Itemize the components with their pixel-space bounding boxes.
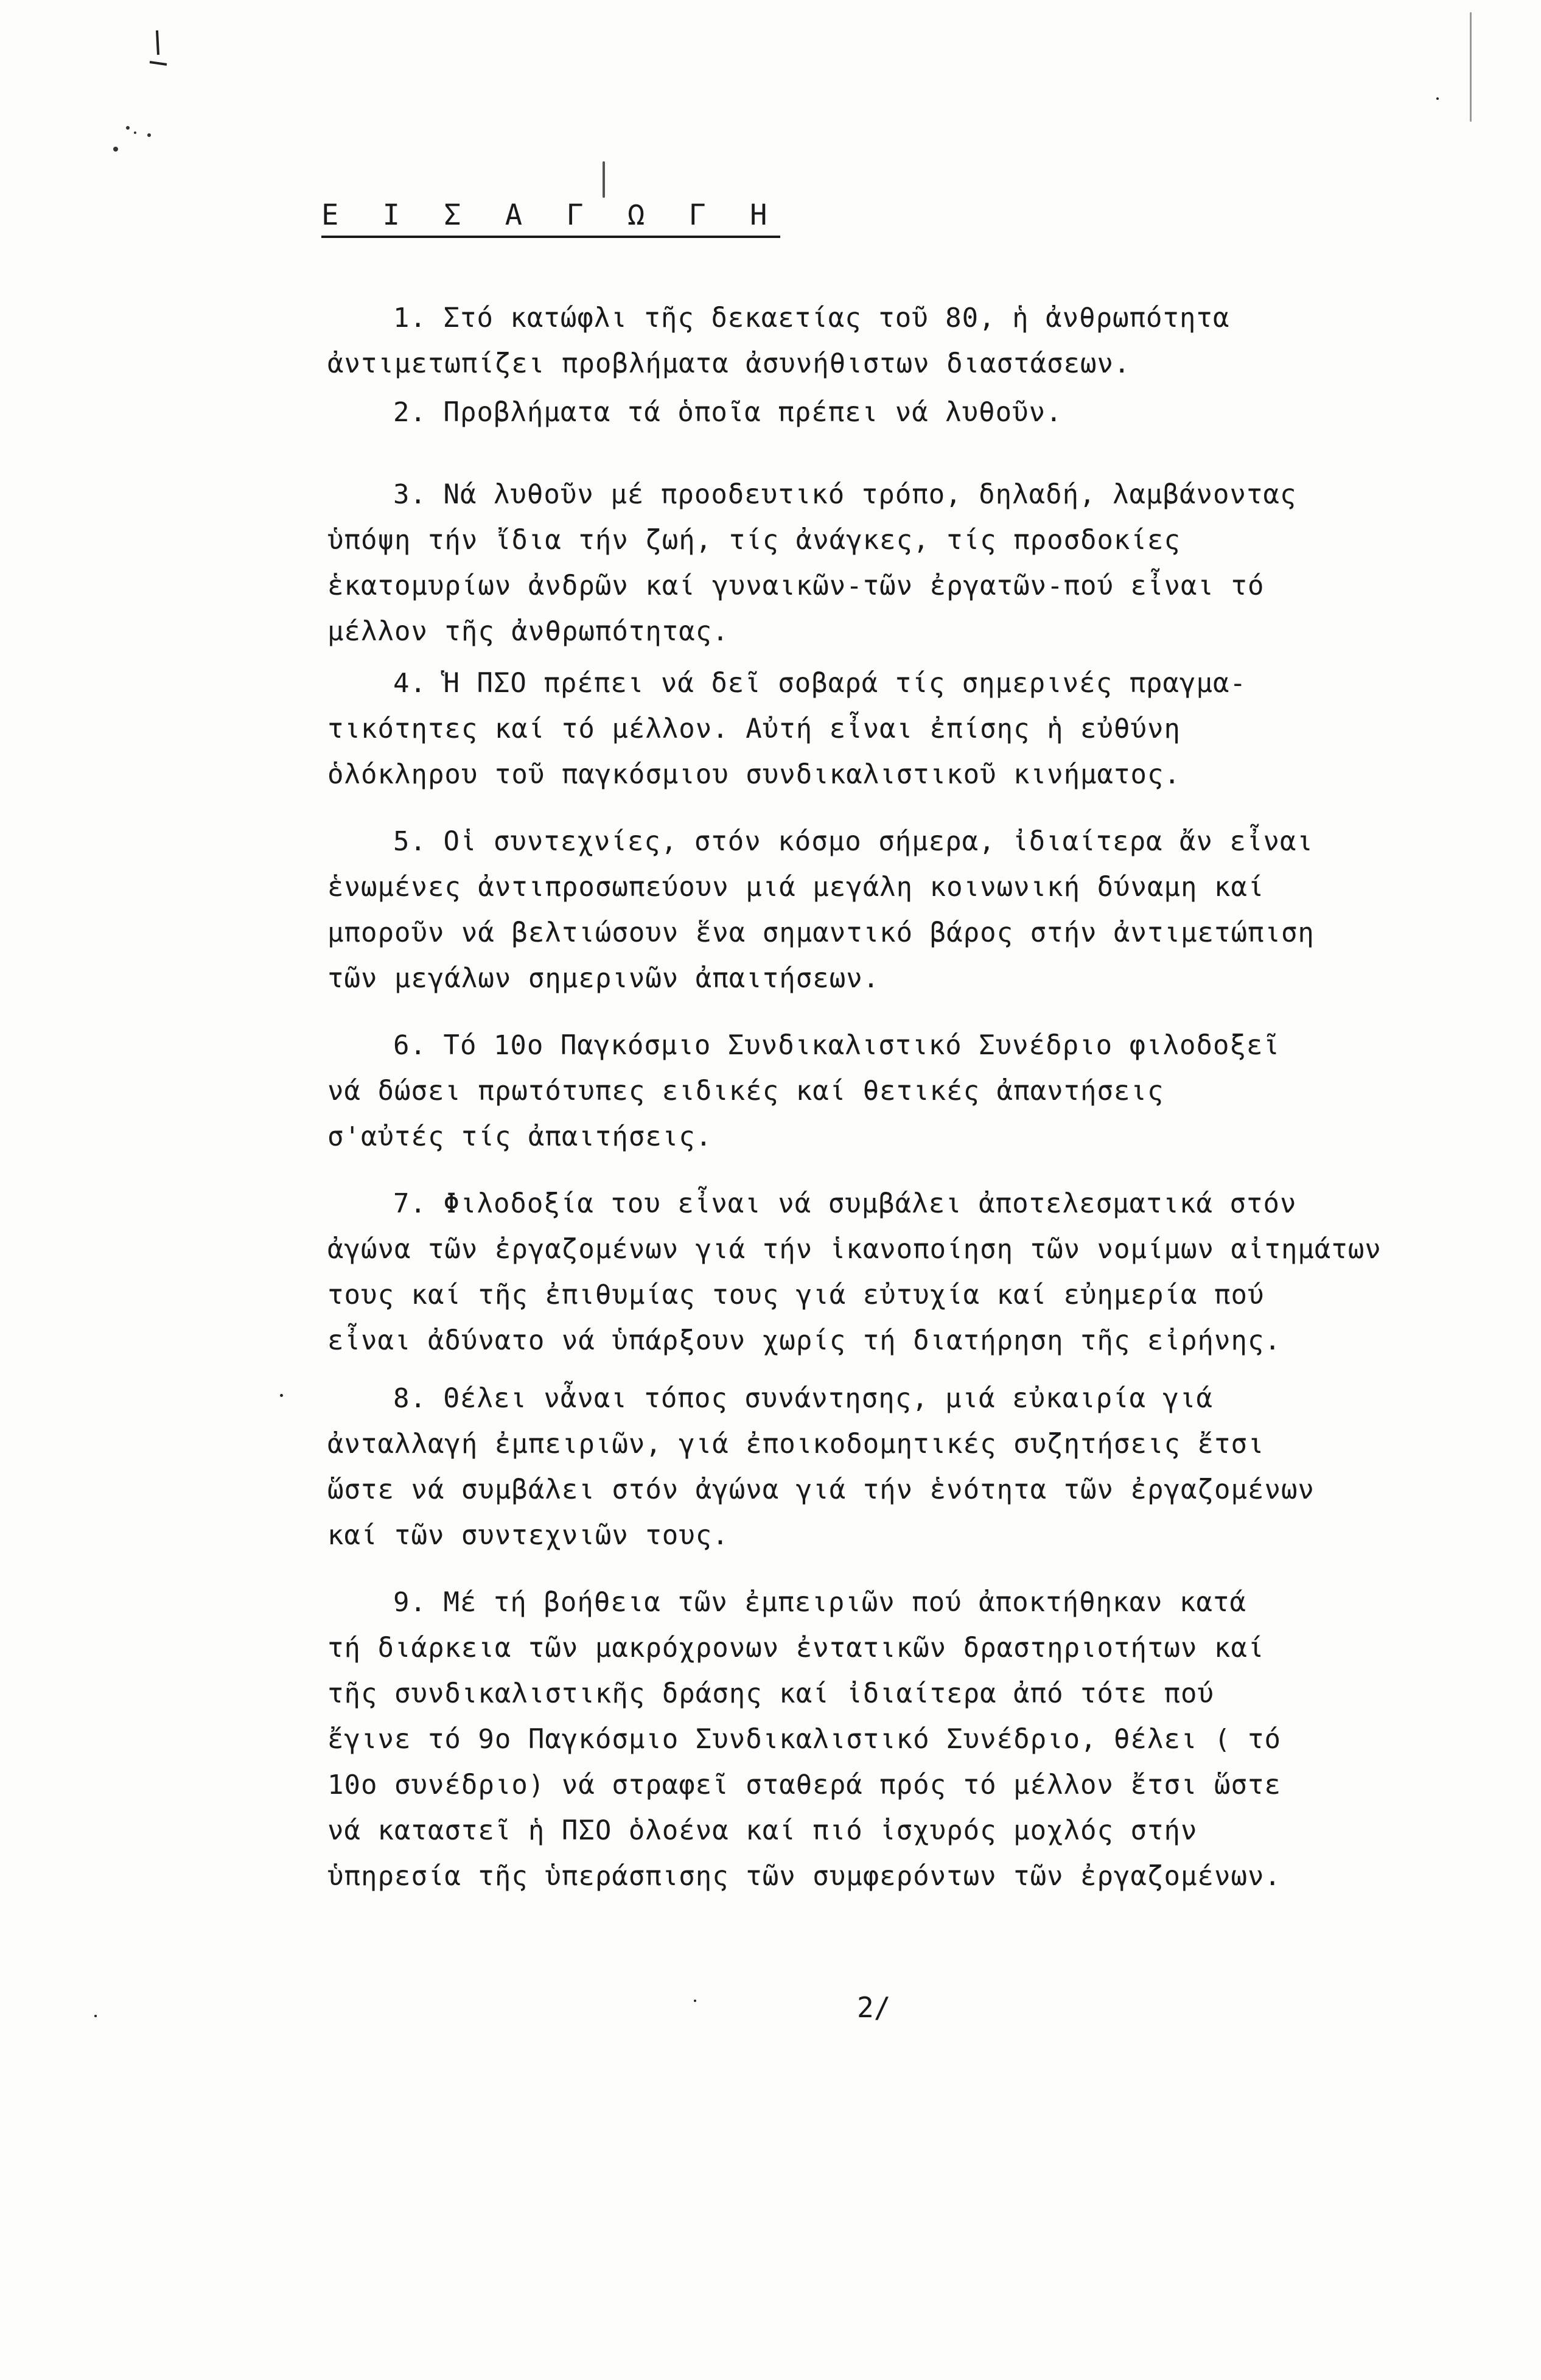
scan-mark-icon — [91, 24, 170, 158]
scan-speck — [280, 1394, 283, 1397]
paragraph-line: νά δώσει πρωτότυπες ειδικές καί θετικές ἀπαντήσεις — [327, 1076, 1164, 1107]
paragraph-line: νά καταστεῖ ἡ ΠΣΟ ὁλοένα καί πιό ἰσχυρός μοχλός στήν — [327, 1815, 1198, 1846]
paragraph — [327, 390, 1423, 435]
paragraph-line: 9. Μέ τή βοήθεια τῶν ἐμπειριῶν πού ἀποκτήθηκαν κατά — [393, 1587, 1247, 1618]
paragraph-line: σ'αὐτές τίς ἀπαιτήσεις. — [327, 1121, 713, 1152]
paragraph-line: 8. Θέλει νἆναι τόπος συνάντησης, μιά εὐκαιρία γιά — [393, 1383, 1214, 1414]
paragraph — [327, 1376, 1423, 1558]
paragraph-line: μποροῦν νά βελτιώσουν ἕνα σημαντικό βάρος στήν ἀντιμετώπιση — [327, 917, 1315, 948]
scan-speck — [94, 2015, 97, 2017]
paragraph-line: 7. Φιλοδοξία του εἶναι νά συμβάλει ἀποτελεσματικά στόν — [393, 1188, 1297, 1219]
paragraph-line: ὥστε νά συμβάλει στόν ἀγώνα γιά τήν ἑνότητα τῶν ἐργαζομένων — [327, 1474, 1315, 1505]
paragraph-line: ἀνταλλαγή ἐμπειριῶν, γιά ἐποικοδομητικές συζητήσεις ἔτσι — [327, 1429, 1265, 1460]
paragraph-line: ὁλόκληρου τοῦ παγκόσμιου συνδικαλιστικοῦ κινήματος. — [327, 759, 1181, 790]
scan-speck — [694, 2000, 696, 2002]
paragraph-line: 2. Προβλήματα τά ὁποῖα πρέπει νά λυθοῦν. — [393, 397, 1063, 428]
paragraph-line: τή διάρκεια τῶν μακρόχρονων ἐντατικῶν δραστηριοτήτων καί — [327, 1633, 1265, 1664]
scan-speck — [1436, 97, 1439, 100]
paragraph-line: 1. Στό κατώφλι τῆς δεκαετίας τοῦ 80, ἡ ἀνθρωπότητα — [393, 303, 1230, 334]
paragraph-line: ἑκατομυρίων ἀνδρῶν καί γυναικῶν-τῶν ἐργατῶν-πού εἶναι τό — [327, 570, 1265, 601]
paragraph — [327, 1580, 1423, 1899]
paragraph-line: 4. Ἡ ΠΣΟ πρέπει νά δεῖ σοβαρά τίς σημερινές πραγμα- — [393, 668, 1247, 699]
paragraph-line: τῆς συνδικαλιστικῆς δράσης καί ἰδιαίτερα ἀπό τότε πού — [327, 1678, 1214, 1709]
paragraph-line: ὑπόψη τήν ἴδια τήν ζωή, τίς ἀνάγκες, τίς προσδοκίες — [327, 525, 1181, 556]
paragraph-line: 10ο συνέδριο) νά στραφεῖ σταθερά πρός τό μέλλον ἔτσι ὥστε — [327, 1769, 1281, 1801]
paragraph-line: μέλλον τῆς ἀνθρωπότητας. — [327, 616, 729, 647]
paragraph-line: τους καί τῆς ἐπιθυμίας τους γιά εὐτυχία καί εὐημερία πού — [327, 1279, 1265, 1311]
paragraph — [327, 472, 1423, 654]
scan-speck — [1470, 12, 1472, 122]
paragraph-line: τικότητες καί τό μέλλον. Αὐτή εἶναι ἐπίσης ἡ εὐθύνη — [327, 713, 1181, 744]
paragraph-line: ἀντιμετωπίζει προβλήματα ἀσυνήθιστων διαστάσεων. — [327, 348, 1131, 379]
paragraph-line: ὑπηρεσία τῆς ὑπεράσπισης τῶν συμφερόντων τῶν ἐργαζομένων. — [327, 1861, 1281, 1892]
page-number: 2/ — [857, 1991, 891, 2024]
paragraph — [327, 1023, 1423, 1160]
paragraph-line: 3. Νά λυθοῦν μέ προοδευτικό τρόπο, δηλαδή, λαμβάνοντας — [393, 479, 1297, 510]
paragraph-line: ἑνωμένες ἀντιπροσωπεύουν μιά μεγάλη κοινωνική δύναμη καί — [327, 872, 1265, 903]
paragraph-line: εἶναι ἀδύνατο νά ὑπάρξουν χωρίς τή διατήρηση τῆς εἰρήνης. — [327, 1325, 1281, 1356]
paragraph-line: καί τῶν συντεχνιῶν τους. — [327, 1520, 729, 1551]
paragraph-line: 5. Οἱ συντεχνίες, στόν κόσμο σήμερα, ἰδιαίτερα ἄν εἶναι — [393, 826, 1313, 857]
paragraph-line: τῶν μεγάλων σημερινῶν ἀπαιτήσεων. — [327, 963, 880, 994]
scan-speck — [603, 161, 605, 198]
paragraph-line: ἀγώνα τῶν ἐργαζομένων γιά τήν ἱκανοποίηση τῶν νομίμων αἰτημάτων — [327, 1234, 1382, 1265]
paragraph-line: ἔγινε τό 9ο Παγκόσμιο Συνδικαλιστικό Συνέδριο, θέλει ( τό — [327, 1724, 1281, 1755]
paragraph — [327, 295, 1423, 387]
paragraph — [327, 819, 1423, 1001]
paragraph — [327, 660, 1423, 797]
page-title: Ε Ι Σ Α Γ Ω Γ Η — [321, 198, 780, 238]
paragraph-line: 6. Τό 10ο Παγκόσμιο Συνδικαλιστικό Συνέδριο φιλοδοξεῖ — [393, 1030, 1280, 1061]
paragraph — [327, 1181, 1423, 1363]
